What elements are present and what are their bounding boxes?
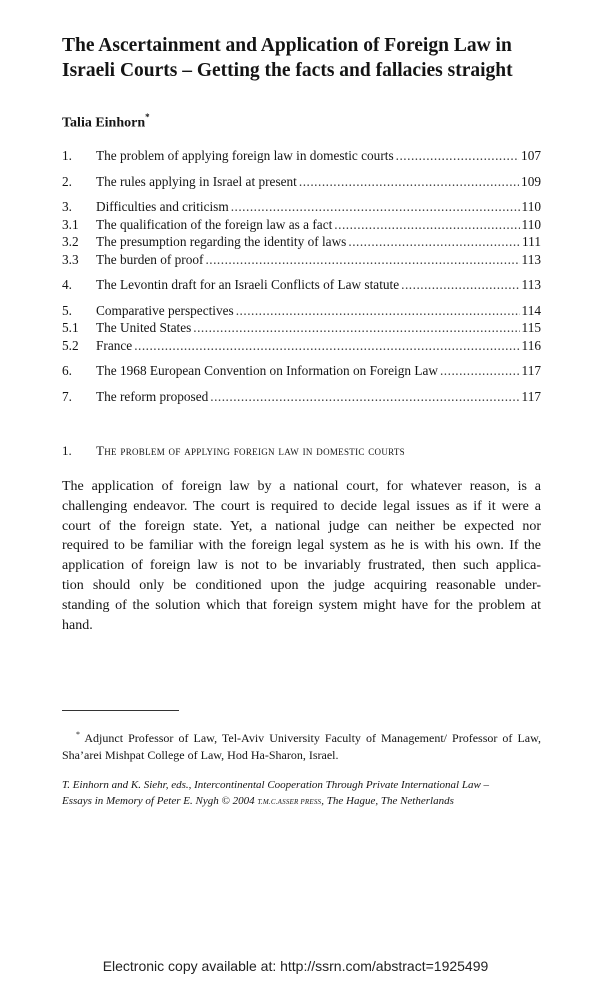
citation-text: Essays in Memory of Peter E. Nygh © 2004 <box>62 795 258 807</box>
toc-page-number: 109 <box>521 173 541 189</box>
section-title: The problem of applying foreign law in domestic courts <box>96 443 405 458</box>
toc-entry-title: The problem of applying foreign law in domestic courts <box>96 148 394 163</box>
toc-dot-leader <box>193 319 519 337</box>
body-line: standing of the solution which that foreign system might have for the problem at <box>62 597 541 613</box>
citation-line-1: T. Einhorn and K. Siehr, eds., Intercontinental Cooperation Through Private International Law – <box>62 779 490 791</box>
toc-dot-leader <box>348 233 520 251</box>
toc-entry-number: 5.1 <box>62 320 79 335</box>
toc-page-number: 110 <box>521 199 541 214</box>
toc-dot-leader <box>231 198 520 216</box>
toc-entry-title: The Levontin draft for an Israeli Conflicts of Law statute <box>96 277 400 292</box>
section-number: 1. <box>62 443 72 458</box>
body-line: court of the foreign state. Yet, a national judge can neither be expected nor <box>62 518 541 534</box>
toc-page-number: 116 <box>521 337 541 353</box>
publisher-name: T.M.C.ASSER PRESS <box>257 798 322 806</box>
toc-group <box>62 302 541 355</box>
toc-group <box>62 362 541 380</box>
toc-entry[interactable] <box>62 302 541 320</box>
toc-dot-leader <box>401 276 519 294</box>
toc-entry[interactable] <box>62 337 541 355</box>
toc-entry-title: Difficulties and criticism <box>96 199 229 214</box>
toc-entry-title: The qualification of the foreign law as a fact <box>96 216 333 232</box>
toc-entry-title: The reform proposed <box>96 388 209 404</box>
book-citation <box>62 777 541 810</box>
section-heading <box>62 443 541 459</box>
footnote-text-1: Adjunct Professor of Law, Tel-Aviv University Faculty of Management/ Professor of Law, <box>84 731 541 745</box>
toc-entry[interactable] <box>62 251 541 269</box>
toc-dot-leader <box>396 147 519 165</box>
toc-entry-number: 3.1 <box>62 216 79 232</box>
toc-group <box>62 147 541 165</box>
toc-entry[interactable] <box>62 319 541 337</box>
toc-entry-number: 3.2 <box>62 234 79 249</box>
toc-page-number: 113 <box>521 277 541 292</box>
toc-group <box>62 388 541 406</box>
author <box>62 113 150 132</box>
toc-dot-leader <box>134 337 519 355</box>
toc-entry-number: 3. <box>62 199 72 214</box>
toc-entry-number: 6. <box>62 363 72 378</box>
table-of-contents <box>62 147 541 413</box>
title-line-1: The Ascertainment and Application of Foreign Law in <box>62 35 512 56</box>
author-footnote-mark[interactable]: * <box>145 112 150 122</box>
toc-page-number: 111 <box>522 234 541 249</box>
toc-entry-title: The United States <box>96 320 192 335</box>
toc-entry[interactable] <box>62 216 541 234</box>
toc-dot-leader <box>334 216 519 234</box>
toc-group <box>62 173 541 191</box>
toc-entry[interactable] <box>62 362 541 380</box>
body-line: application of foreign law is not to be invariably frustrated, then such applica- <box>62 558 541 574</box>
body-line: tion should only be conditioned upon the judge acquiring reasonable under- <box>62 577 541 593</box>
toc-page-number: 114 <box>521 302 541 318</box>
toc-entry[interactable] <box>62 147 541 165</box>
paper-title <box>62 33 542 83</box>
toc-page-number: 110 <box>521 216 541 232</box>
toc-entry-number: 7. <box>62 388 72 404</box>
toc-entry[interactable] <box>62 388 541 406</box>
toc-dot-leader <box>440 362 520 380</box>
toc-page-number: 107 <box>521 148 541 163</box>
toc-dot-leader <box>210 388 519 406</box>
footnote-line-1 <box>62 726 541 747</box>
toc-group <box>62 276 541 294</box>
body-line: hand. <box>62 617 93 633</box>
body-line: The application of foreign law by a national court, for whatever reason, is a <box>62 479 541 494</box>
toc-dot-leader <box>205 251 519 269</box>
toc-entry-number: 1. <box>62 148 72 163</box>
toc-entry-number: 2. <box>62 173 72 189</box>
toc-page-number: 117 <box>521 388 541 404</box>
toc-entry-title: Comparative perspectives <box>96 302 234 318</box>
toc-entry-number: 5.2 <box>62 337 79 353</box>
toc-entry[interactable] <box>62 198 541 216</box>
body-line: challenging endeavor. The court is required to decide legal issues as if it were a <box>62 498 541 514</box>
toc-entry-title: The presumption regarding the identity of laws <box>96 234 347 249</box>
toc-entry-number: 5. <box>62 302 72 318</box>
toc-dot-leader <box>299 173 519 191</box>
ssrn-footer[interactable]: Electronic copy available at: http://ssrn.com/abstract=1925499 <box>102 958 489 974</box>
toc-page-number: 113 <box>521 251 541 267</box>
citation-line-2 <box>62 793 541 810</box>
toc-page-number: 115 <box>521 320 541 335</box>
toc-entry[interactable] <box>62 233 541 251</box>
toc-dot-leader <box>236 302 520 320</box>
toc-page-number: 117 <box>521 363 541 378</box>
body-line: required to be familiar with the foreign legal system as he is with his own. If the <box>62 538 541 554</box>
toc-entry-number: 3.3 <box>62 251 79 267</box>
title-line-2: Israeli Courts – Getting the facts and fallacies straight <box>62 60 513 81</box>
footnote <box>62 726 541 764</box>
footnote-divider <box>62 710 179 711</box>
toc-entry-number: 4. <box>62 277 72 292</box>
toc-entry[interactable] <box>62 276 541 294</box>
toc-entry-title: France <box>96 337 133 353</box>
footnote-line-2: Sha’arei Mishpat College of Law, Hod Ha-Sharon, Israel. <box>62 748 339 762</box>
citation-place: , The Hague, The Netherlands <box>321 795 454 807</box>
toc-entry-title: The burden of proof <box>96 251 204 267</box>
body-paragraph <box>62 477 541 635</box>
toc-group <box>62 198 541 268</box>
author-name: Talia Einhorn <box>62 115 146 131</box>
toc-entry-title: The rules applying in Israel at present <box>96 173 297 189</box>
footnote-mark: * <box>76 730 80 739</box>
toc-entry-title: The 1968 European Convention on Information on Foreign Law <box>96 363 438 378</box>
toc-entry[interactable] <box>62 173 541 191</box>
